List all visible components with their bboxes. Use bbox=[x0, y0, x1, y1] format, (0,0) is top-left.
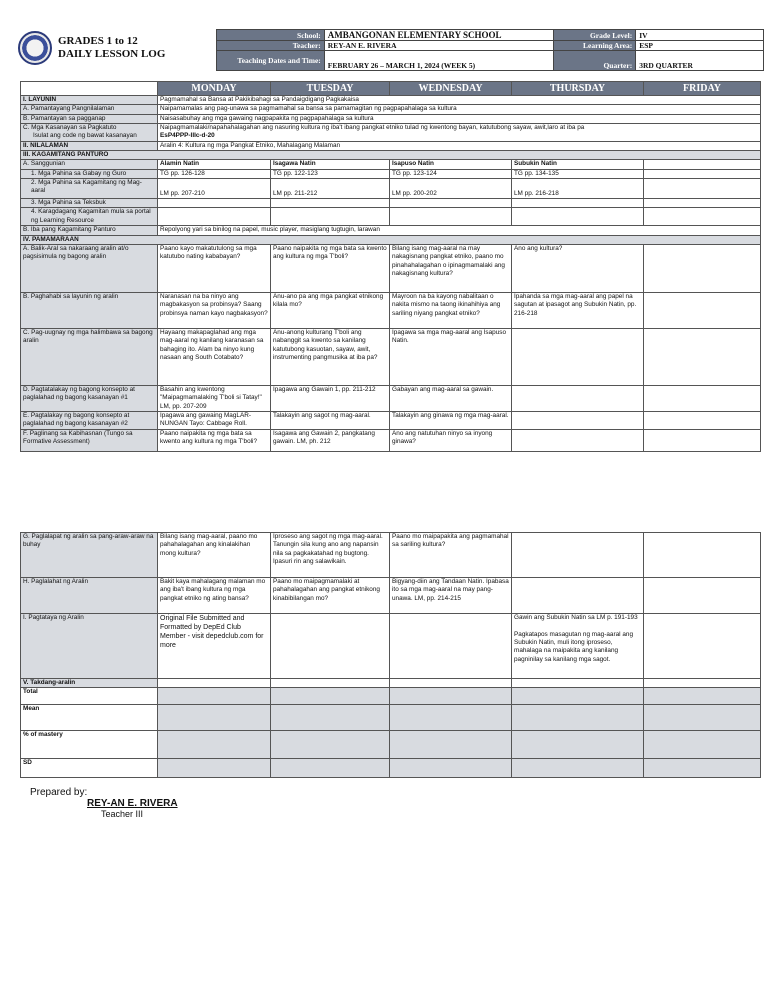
procedure-cell: Gawin ang Subukin Natin sa LM p. 191-193 Pagkatapos masagutan ng mag-aaral ang Subukin Natin, muli itong iproseso, mahalaga na maipakita ang kanilang pagninilay sa kanilang mga sagot. bbox=[512, 614, 644, 679]
procedure-cell: Bilang isang mag-aaral, paano mo pahahalagahan ang kinalakihan mong kultura? bbox=[158, 533, 271, 578]
procedure-cell bbox=[512, 385, 644, 411]
procedure-cell: Isagawa ang Gawain 2, pangkatang gawain. LM, ph. 212 bbox=[271, 429, 390, 451]
procedure-cell bbox=[390, 614, 512, 679]
grade-label: Grade Level: bbox=[554, 30, 636, 41]
day-header-row bbox=[21, 82, 761, 96]
procedure-cell: Talakayin ang sagot ng mag-aaral. bbox=[271, 411, 390, 429]
procedure-cell: Iproseso ang sagot ng mga mag-aaral. Tanungin sila kung ano ang napansin nila sa pagkakatahad ng bugtong. Ipasuri rin ang salawikain. bbox=[271, 533, 390, 578]
row-mean: Mean bbox=[21, 705, 761, 731]
school-value: AMBANGONAN ELEMENTARY SCHOOL bbox=[324, 30, 554, 41]
deped-seal-icon bbox=[18, 31, 52, 65]
row-mastery: % of mastery bbox=[21, 731, 761, 759]
procedure-cell bbox=[644, 411, 761, 429]
procedure-cell bbox=[512, 328, 644, 385]
procedure-cell bbox=[271, 614, 390, 679]
procedure-row bbox=[21, 578, 761, 614]
row-sd: SD bbox=[21, 759, 761, 778]
title-grades: GRADES 1 to 12 bbox=[58, 35, 138, 47]
procedure-row bbox=[21, 328, 761, 385]
dates-label: Teaching Dates and Time: bbox=[217, 51, 325, 71]
teacher-value: REY-AN E. RIVERA bbox=[324, 41, 554, 51]
title-dll: DAILY LESSON LOG bbox=[58, 48, 166, 60]
procedure-label: H. Paglalahat ng Aralin bbox=[21, 578, 158, 614]
quarter-value: 3RD QUARTER bbox=[636, 51, 764, 71]
procedure-label: D. Pagtatalakay ng bagong konsepto at paglalahad ng bagong kasanayan #1 bbox=[21, 385, 158, 411]
procedure-cell bbox=[644, 244, 761, 292]
procedure-cell: Ano ang kultura? bbox=[512, 244, 644, 292]
row-takdang-aralin: V. Takdang-aralin bbox=[21, 679, 761, 688]
procedure-row bbox=[21, 385, 761, 411]
row-kasanayan: C. Mga Kasanayan sa Pagkatuto Isulat ang code ng bawat kasanayan Naipagmamalaki/napahahalagahan ang nasuring kultura ng iba't ibang pangkat etniko tulad ng kwentong bayan, katutubong sayaw, awit,laro at iba pa EsP4PPP-IIIc-d-20 bbox=[21, 123, 761, 141]
grade-value: IV bbox=[636, 30, 764, 41]
procedure-cell: Bakit kaya mahalagang malaman mo ang iba't ibang kultura ng mga pangkat etniko ng ating bansa? bbox=[158, 578, 271, 614]
procedure-cell bbox=[512, 411, 644, 429]
procedure-cell: Bigyang-diin ang Tandaan Natin. Ipabasa ito sa mga mag-aaral na may pang-unawa. LM, pp. 214-215 bbox=[390, 578, 512, 614]
procedure-label: E. Pagtalakay ng bagong konsepto at paglalahad ng bagong kasanayan #2 bbox=[21, 411, 158, 429]
procedure-cell: Ipahanda sa mga mag-aaral ang papel na sagutan at ipasagot ang Subukin Natin, pp. 216-218 bbox=[512, 292, 644, 328]
row-nilalaman: II. NILALAMAN Aralin 4: Kultura ng mga Pangkat Etniko, Mahalagang Malaman bbox=[21, 141, 761, 150]
procedure-cell: Talakayin ang ginawa ng mga mag-aaral. bbox=[390, 411, 512, 429]
procedure-label: F. Paglinang sa Kabihasnan (Tungo sa Formative Assessment) bbox=[21, 429, 158, 451]
school-label: School: bbox=[217, 30, 325, 41]
procedure-cell bbox=[644, 385, 761, 411]
procedure-rows-continued bbox=[21, 533, 761, 679]
procedure-cell: Paano naipakita ng mga bata sa kwento ang kultura ng mga T'boli? bbox=[271, 244, 390, 292]
procedure-cell: Ipagawa ang Gawain 1, pp. 211-212 bbox=[271, 385, 390, 411]
procedure-cell bbox=[644, 578, 761, 614]
area-value: ESP bbox=[636, 41, 764, 51]
procedure-cell: Ano ang natutuhan ninyo sa inyong ginawa? bbox=[390, 429, 512, 451]
row-kagamitan: III. KAGAMITANG PANTURO bbox=[21, 150, 761, 159]
row-kagamitan-magaaral: 2. Mga Pahina sa Kagamitang ng Mag-aaral LM pp. 207-210 LM pp. 211-212 LM pp. 200-202 LM pp. 216-218 bbox=[21, 178, 761, 198]
day-tuesday: TUESDAY bbox=[271, 82, 390, 96]
procedure-cell: Mayroon na ba kayong nabalitaan o nakita mismo na taong ikinahihiya ang sariling niyang pangkat etniko? bbox=[390, 292, 512, 328]
day-friday: FRIDAY bbox=[644, 82, 761, 96]
procedure-cell bbox=[644, 429, 761, 451]
day-wednesday: WEDNESDAY bbox=[390, 82, 512, 96]
row-iba-pang-kagamitan: B. Iba pang Kagamitang Panturo Repolyong yari sa binilog na papel, music player, masiglang tugtugin, larawan bbox=[21, 226, 761, 235]
day-thursday: THURSDAY bbox=[512, 82, 644, 96]
procedure-row bbox=[21, 533, 761, 578]
row-pagganap: B. Pamantayan sa pagganap Naisasabuhay ang mga gawaing nagpapakita ng pagpapahalaga sa kultura bbox=[21, 114, 761, 123]
procedure-label: A. Balik-Aral sa nakaraang aralin at/o pagsisimula ng bagong aralin bbox=[21, 244, 158, 292]
procedure-cell: Paano mo maipapakita ang pagmamahal sa sariling kultura? bbox=[390, 533, 512, 578]
day-monday: MONDAY bbox=[158, 82, 271, 96]
lesson-table-continued bbox=[20, 532, 761, 778]
procedure-cell: Ipagawa sa mga mag-aaral ang Isapuso Natin. bbox=[390, 328, 512, 385]
row-gabay-guro: 1. Mga Pahina sa Gabay ng Guro TG pp. 126-128 TG pp. 122-123 TG pp. 123-124 TG pp. 134-135 bbox=[21, 169, 761, 178]
procedure-cell bbox=[644, 328, 761, 385]
procedure-cell: Anu-ano pa ang mga pangkat etnikong kilala mo? bbox=[271, 292, 390, 328]
procedure-row bbox=[21, 292, 761, 328]
procedure-row bbox=[21, 429, 761, 451]
procedure-cell: Paano mo maipagmamalaki at pahahalagahan ang pangkat etnikong kinabibilangan mo? bbox=[271, 578, 390, 614]
row-teksbuk: 3. Mga Pahina sa Teksbuk bbox=[21, 198, 761, 207]
area-label: Learning Area: bbox=[554, 41, 636, 51]
procedure-cell bbox=[644, 292, 761, 328]
lesson-table bbox=[20, 81, 761, 452]
prepared-by-label: Prepared by: bbox=[30, 787, 88, 798]
teacher-label: Teacher: bbox=[217, 41, 325, 51]
procedure-cell: Naranasan na ba ninyo ang magbakasyon sa probinsya? Saang probinsya naman kayo nagbakasyon? bbox=[158, 292, 271, 328]
row-pangnilalaman: A. Pamantayang Pangnilalaman Naipamamalas ang pag-unawa sa pagmamahal sa bansa sa pamamagitan ng pagpapahalaga sa kultura bbox=[21, 105, 761, 114]
quarter-label: Quarter: bbox=[554, 51, 636, 71]
row-total: Total bbox=[21, 688, 761, 705]
procedure-cell bbox=[644, 614, 761, 679]
procedure-row bbox=[21, 244, 761, 292]
row-karagdagan: 4. Karagdagang Kagamitan mula sa portal ng Learning Resource bbox=[21, 208, 761, 226]
procedure-label: G. Paglalapat ng aralin sa pang-araw-araw na buhay bbox=[21, 533, 158, 578]
prepared-by-title: Teacher III bbox=[101, 809, 144, 819]
row-pamamaraan: IV. PAMAMARAAN bbox=[21, 235, 761, 244]
procedure-cell bbox=[512, 578, 644, 614]
row-layunin: I. LAYUNIN Pagmamahal sa Bansa at Pakikibahagi sa Pandaigdigang Pagkakaisa bbox=[21, 96, 761, 105]
procedure-row bbox=[21, 614, 761, 679]
procedure-rows bbox=[21, 244, 761, 451]
procedure-label: I. Pagtataya ng Aralin bbox=[21, 614, 158, 679]
procedure-cell: Anu-anong kulturang T'boli ang nabanggit sa kwento sa kanilang katutubong kasuotan, sayaw, awit, instrumenting pangmusika at iba pa? bbox=[271, 328, 390, 385]
row-sanggunian: A. Sanggunian Alamin Natin Isagawa Natin Isapuso Natin Subukin Natin bbox=[21, 160, 761, 169]
procedure-cell bbox=[512, 533, 644, 578]
dates-value: FEBRUARY 26 – MARCH 1, 2024 (WEEK 5) bbox=[324, 51, 554, 71]
procedure-label: C. Pag-uugnay ng mga halimbawa sa bagong aralin bbox=[21, 328, 158, 385]
procedure-cell: Paano kayo makatutulong sa mga katutubo nating kababayan? bbox=[158, 244, 271, 292]
procedure-cell bbox=[644, 533, 761, 578]
procedure-cell: Hayaang makapaglahad ang mga mag-aaral ng kanilang karanasan sa bahaging ito. Alam ba ninyo kung nasaan ang South Cotabato? bbox=[158, 328, 271, 385]
procedure-cell: Original File Submitted and Formatted by DepEd Club Member - visit depedclub.com for more bbox=[158, 614, 271, 679]
header-info-grid bbox=[216, 29, 764, 71]
procedure-cell: Basahin ang kwentong "Maipagmamalaking T'boli si Tatay!" LM, pp. 207-209 bbox=[158, 385, 271, 411]
procedure-row bbox=[21, 411, 761, 429]
procedure-cell bbox=[512, 429, 644, 451]
procedure-cell: Gabayan ang mag-aaral sa gawain. bbox=[390, 385, 512, 411]
procedure-cell: Paano naipakita ng mga bata sa kwento ang kultura ng mga T'boli? bbox=[158, 429, 271, 451]
procedure-cell: Bilang isang mag-aaral na may nakagisnang pangkat etniko, paano mo pinahahalagahan o ipinagmamalaki ang nakagisnang kultura? bbox=[390, 244, 512, 292]
procedure-cell: Ipagawa ang gawaing MagLAR-NUNGAN Tayo: Cabbage Roll. bbox=[158, 411, 271, 429]
procedure-label: B. Paghahabi sa layunin ng aralin bbox=[21, 292, 158, 328]
lesson-log-header bbox=[16, 29, 760, 73]
prepared-by-name: REY-AN E. RIVERA bbox=[87, 798, 178, 809]
